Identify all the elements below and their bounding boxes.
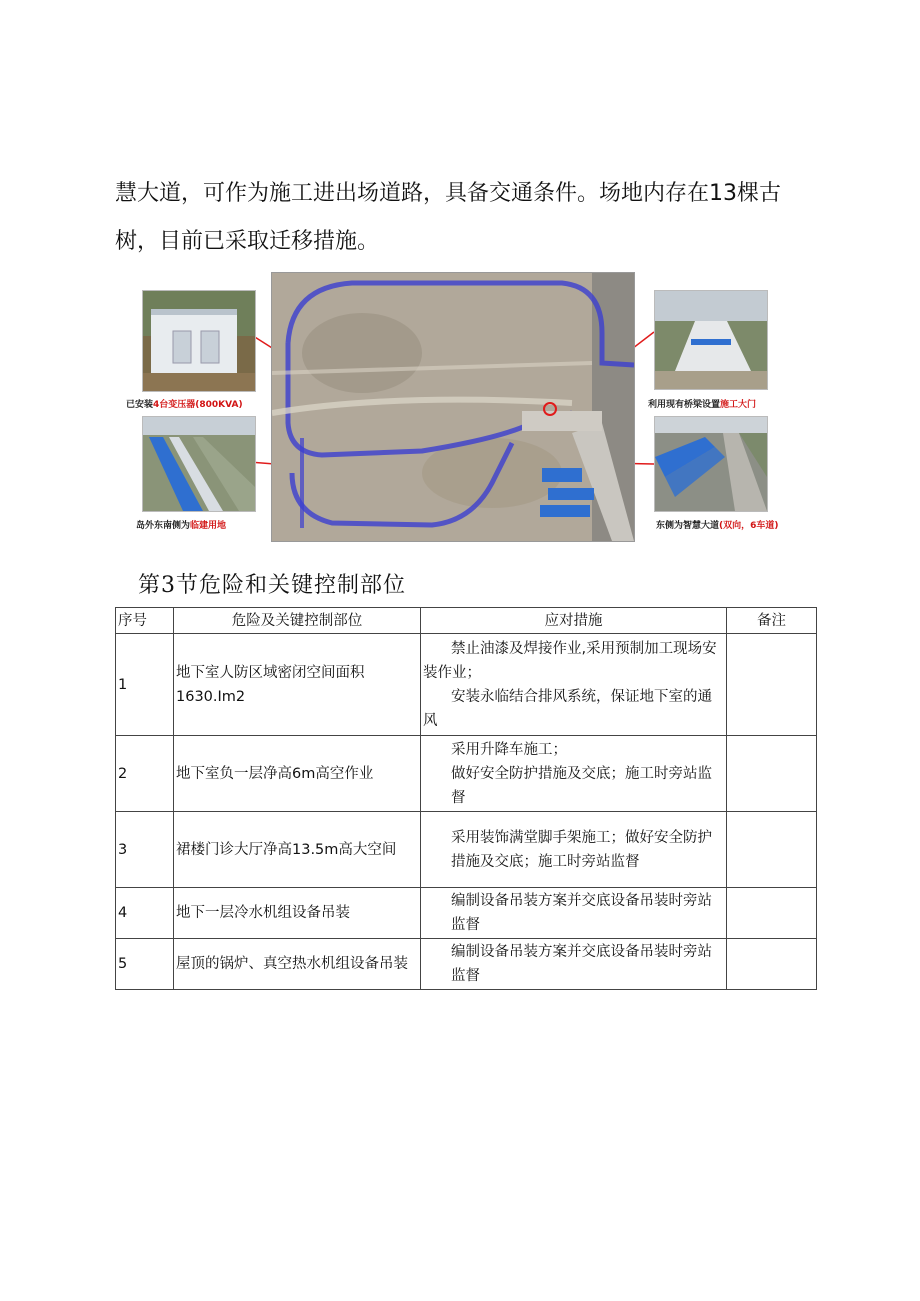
row-location: 裙楼门诊大厅净高13.5m高大空间 xyxy=(174,812,421,888)
row-notes xyxy=(727,888,817,939)
measure-line: 采用装饰满堂脚手架施工；做好安全防护措施及交底；施工时旁站监督 xyxy=(451,829,712,870)
row-location: 地下室负一层净高6m高空作业 xyxy=(174,736,421,812)
measure-line: 采用升降车施工； xyxy=(451,741,567,758)
paragraph-line-1: 慧大道，可作为施工进出场道路，具备交通条件。场地内存在13棵古 xyxy=(115,181,781,206)
caption-highlight: 临建用地 xyxy=(190,521,227,531)
paragraph-line-2: 树，目前已采取迁移措施。 xyxy=(115,229,380,254)
row-location: 地下一层冷水机组设备吊装 xyxy=(174,888,421,939)
row-seq: 1 xyxy=(116,634,174,736)
transformer-photo xyxy=(142,290,256,392)
caption-text: 已安装 xyxy=(126,400,154,410)
row-measures xyxy=(421,634,727,736)
measure-line: 编制设备吊装方案并交底设备吊装时旁站监督 xyxy=(451,893,712,933)
row-measures xyxy=(421,939,727,990)
measure-line: 安装永临结合排风系统，保证地下室的通风 xyxy=(423,688,712,729)
row-location: 屋顶的锅炉、真空热水机组设备吊装 xyxy=(174,939,421,990)
row-measures xyxy=(421,812,727,888)
aerial-site-map xyxy=(271,272,635,542)
table-row xyxy=(116,634,817,736)
header-notes: 备注 xyxy=(727,608,817,634)
table-row xyxy=(116,939,817,990)
bridge-gate-photo xyxy=(654,290,768,390)
caption-highlight: (双向，6车道) xyxy=(719,521,779,531)
header-location: 危险及关键控制部位 xyxy=(174,608,421,634)
caption-temp-land xyxy=(136,518,226,531)
measure-line: 禁止油漆及焊接作业,采用预制加工现场安装作业； xyxy=(423,640,717,681)
row-seq: 3 xyxy=(116,812,174,888)
table-row xyxy=(116,812,817,888)
measure-line: 编制设备吊装方案并交底设备吊装时旁站监督 xyxy=(451,944,712,984)
caption-transformer xyxy=(126,397,243,410)
table-header-row xyxy=(116,608,817,634)
measure-line: 做好安全防护措施及交底；施工时旁站监督 xyxy=(451,765,712,806)
row-location: 地下室人防区域密闭空间面积1630.Im2 xyxy=(174,634,421,736)
row-seq: 4 xyxy=(116,888,174,939)
header-seq: 序号 xyxy=(116,608,174,634)
row-seq: 5 xyxy=(116,939,174,990)
site-layout-figure xyxy=(126,272,794,542)
smart-avenue-photo xyxy=(654,416,768,512)
caption-smart-avenue xyxy=(656,518,779,531)
caption-text: 东侧为智慧大道 xyxy=(656,521,720,531)
row-seq: 2 xyxy=(116,736,174,812)
row-notes xyxy=(727,634,817,736)
row-notes xyxy=(727,812,817,888)
row-notes xyxy=(727,736,817,812)
caption-text: 岛外东南侧为 xyxy=(136,521,191,531)
caption-bridge-gate xyxy=(648,397,756,410)
caption-text: 利用现有桥梁设置 xyxy=(648,400,721,410)
body-paragraph xyxy=(115,170,815,266)
caption-highlight: 4台变压器(800KVA) xyxy=(153,400,243,410)
row-measures xyxy=(421,736,727,812)
row-measures xyxy=(421,888,727,939)
caption-highlight: 施工大门 xyxy=(720,400,757,410)
temporary-buildings-photo xyxy=(142,416,256,512)
table-row xyxy=(116,736,817,812)
control-points-table xyxy=(115,607,817,990)
header-measures: 应对措施 xyxy=(421,608,727,634)
row-notes xyxy=(727,939,817,990)
table-row xyxy=(116,888,817,939)
section-title: 第3节危险和关键控制部位 xyxy=(138,573,406,598)
